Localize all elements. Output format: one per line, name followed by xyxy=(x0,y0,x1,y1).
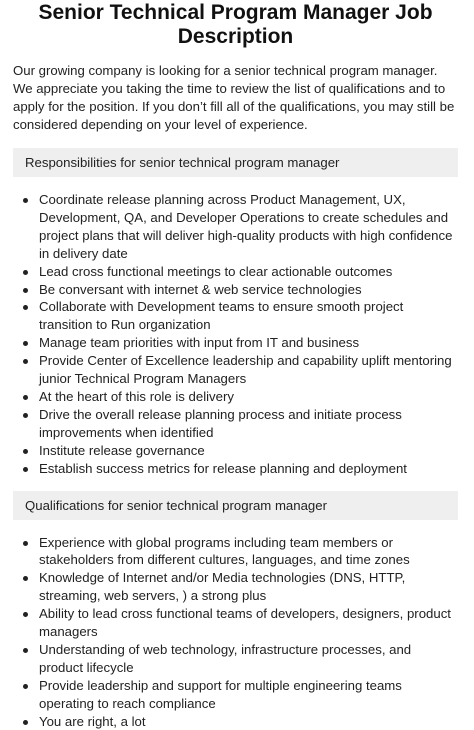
list-item: You are right, a lot xyxy=(39,713,458,730)
list-item: Provide Center of Excellence leadership and capability uplift mentoring junior Technical Program Managers xyxy=(39,352,458,388)
qualifications-heading: Qualifications for senior technical program manager xyxy=(13,491,458,520)
page-title: Senior Technical Program Manager Job Description xyxy=(13,0,458,49)
list-item: At the heart of this role is delivery xyxy=(39,388,458,406)
list-item: Institute release governance xyxy=(39,442,458,460)
list-item: Be conversant with internet & web service technologies xyxy=(39,281,458,299)
list-item: Drive the overall release planning process and initiate process improvements when identified xyxy=(39,406,458,442)
list-item: Establish success metrics for release planning and deployment xyxy=(39,460,458,478)
list-item: Provide leadership and support for multiple engineering teams operating to reach compliance xyxy=(39,677,458,713)
list-item: Collaborate with Development teams to ensure smooth project transition to Run organization xyxy=(39,298,458,334)
qualifications-list xyxy=(13,534,458,730)
intro-paragraph: Our growing company is looking for a senior technical program manager. We appreciate you taking the time to review the list of qualifications and to apply for the position. If you don’t fill all of the qualifications, you may still be considered depending on your level of experience. xyxy=(13,62,458,134)
list-item: Knowledge of Internet and/or Media technologies (DNS, HTTP, streaming, web servers, ) a strong plus xyxy=(39,569,458,605)
list-item: Ability to lead cross functional teams of developers, designers, product managers xyxy=(39,605,458,641)
list-item: Coordinate release planning across Product Management, UX, Development, QA, and Developer Operations to create schedules and project plans that will deliver high-quality products with high confidence in delivery date xyxy=(39,191,458,263)
responsibilities-list xyxy=(13,191,458,478)
responsibilities-heading: Responsibilities for senior technical program manager xyxy=(13,148,458,177)
list-item: Understanding of web technology, infrastructure processes, and product lifecycle xyxy=(39,641,458,677)
list-item: Experience with global programs including team members or stakeholders from different cultures, languages, and time zones xyxy=(39,534,458,570)
list-item: Manage team priorities with input from IT and business xyxy=(39,334,458,352)
list-item: Lead cross functional meetings to clear actionable outcomes xyxy=(39,263,458,281)
